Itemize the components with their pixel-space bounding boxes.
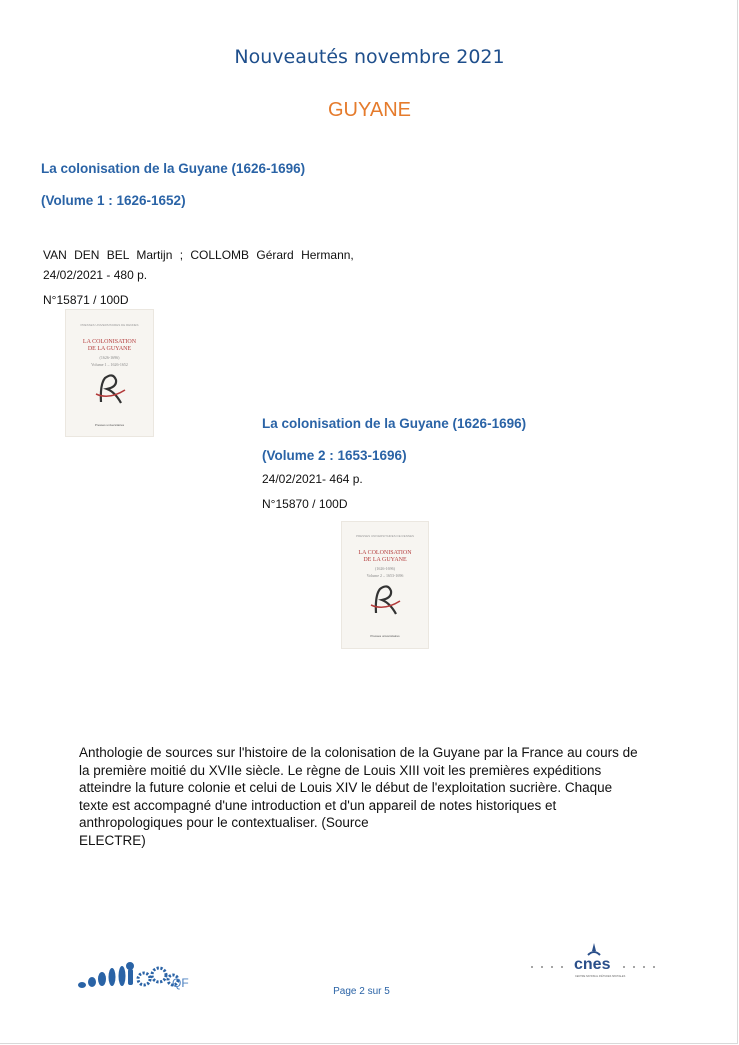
cover-title-line2: DE LA GUYANE bbox=[87, 346, 132, 352]
cnes-logo-subtext: CENTRE NATIONAL D'ÉTUDES SPATIALES bbox=[575, 975, 626, 978]
book1-cover-image bbox=[65, 309, 154, 437]
cover-series: PRESSES UNIVERSITAIRES DE RENNES bbox=[80, 323, 139, 327]
cover-r-logo-icon bbox=[366, 583, 404, 619]
cover-series: PRESSES UNIVERSITAIRES DE RENNES bbox=[355, 534, 415, 538]
cover-title-line1: LA COLONISATION bbox=[358, 550, 412, 556]
book1-date-pages: 24/02/2021 - 480 p. bbox=[43, 268, 148, 282]
cover-title-line1: LA COLONISATION bbox=[82, 339, 137, 345]
book2-volume: (Volume 2 : 1653-1696) bbox=[262, 448, 407, 463]
cover-subtitle: Volume 1 – 1626-1652 bbox=[91, 362, 128, 367]
cover-publisher: Presses universitaires bbox=[370, 634, 400, 638]
book1-authors: VAN DEN BEL Martijn ; COLLOMB Gérard Hermann, bbox=[43, 248, 354, 262]
cover-publisher: Presses universitaires bbox=[94, 423, 125, 427]
book2-title: La colonisation de la Guyane (1626-1696) bbox=[262, 416, 527, 431]
region-heading: GUYANE bbox=[328, 99, 411, 121]
cnes-logo-text: cnes bbox=[574, 956, 611, 973]
book-description bbox=[79, 744, 639, 849]
description-text: Anthologie de sources sur l'histoire de la colonisation de la Guyane par la France au cours de la première moitié du XVIIe siècle. Le règne de Louis XIII voit les premières expéditions atteindre la future colonie et celui de Louis XIV le début de l'exploitation sucrière. Chaque texte est accompagné d'une introduction et d'un appareil de notes historiques et anthropologiques pour le contextualiser. (Source bbox=[79, 745, 638, 830]
page-number: Page 2 sur 5 bbox=[333, 986, 390, 997]
cover-title-line2: DE LA GUYANE bbox=[363, 557, 407, 563]
page-title: Nouveautés novembre 2021 bbox=[234, 46, 505, 68]
cover-subtitle: Volume 2 – 1653-1696 bbox=[366, 573, 404, 578]
book1-title: La colonisation de la Guyane (1626-1696) bbox=[41, 161, 306, 176]
book2-date-pages: 24/02/2021- 464 p. bbox=[262, 472, 363, 486]
qf-logo-text: QF bbox=[172, 976, 189, 990]
book1-ref: N°15871 / 100D bbox=[43, 293, 129, 307]
book2-cover-image bbox=[341, 521, 429, 649]
cover-years: (1626-1696) bbox=[375, 566, 395, 571]
cnes-logo bbox=[528, 939, 660, 988]
book2-ref: N°15870 / 100D bbox=[262, 497, 348, 511]
cover-years: (1626-1696) bbox=[99, 355, 120, 360]
book1-volume: (Volume 1 : 1626-1652) bbox=[41, 193, 186, 208]
cover-r-logo-icon bbox=[91, 372, 129, 408]
description-source: ELECTRE) bbox=[79, 832, 146, 848]
